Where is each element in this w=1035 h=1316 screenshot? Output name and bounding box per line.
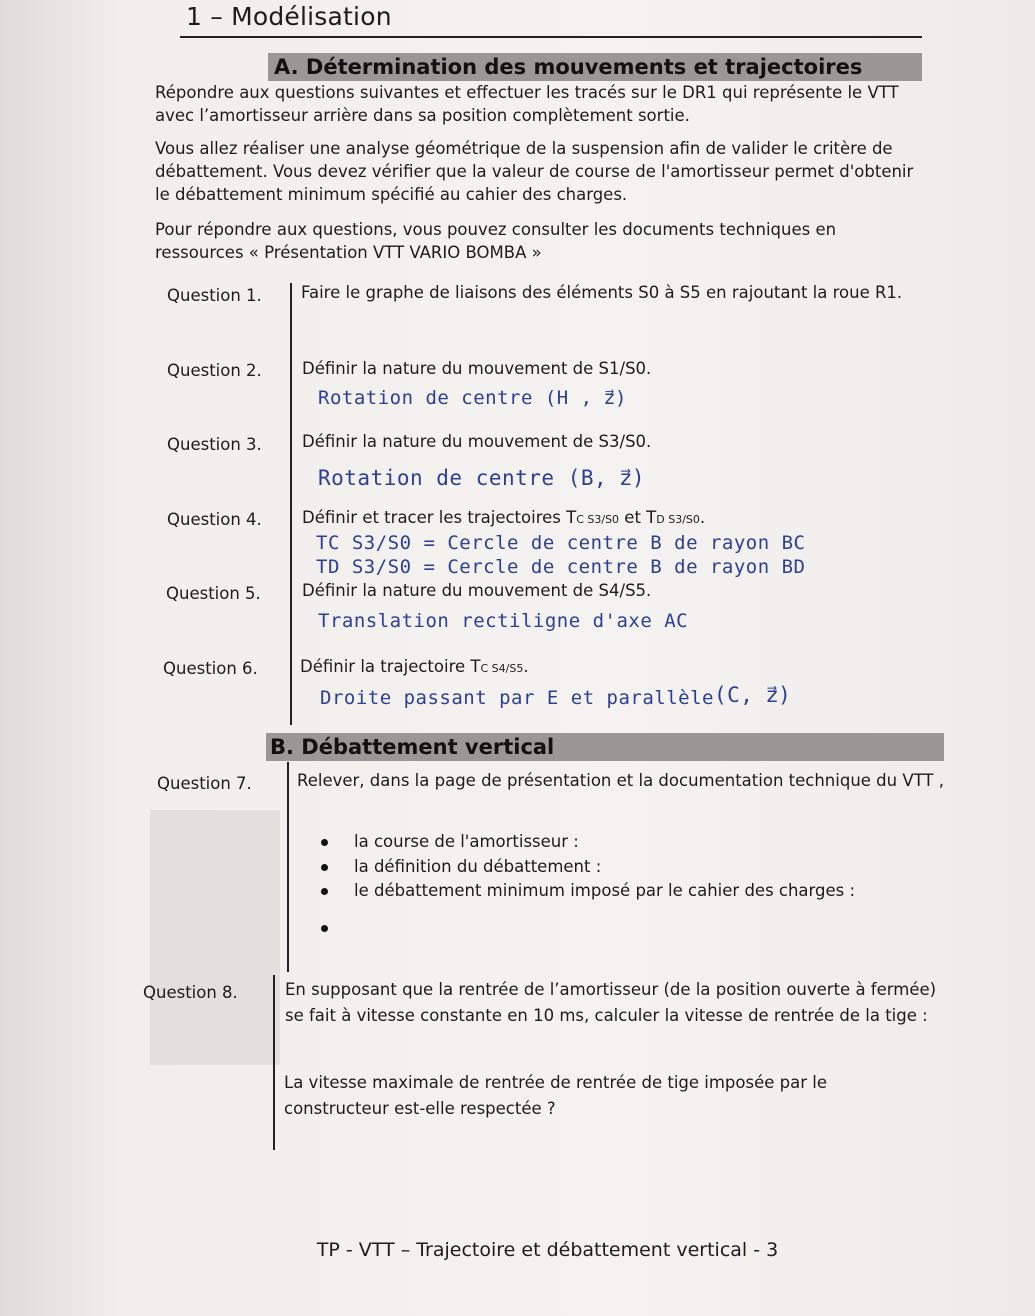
question-3-text: Définir la nature du mouvement de S3/S0. [302, 432, 652, 451]
question-7-label: Question 7. [157, 774, 252, 793]
question-1-label: Question 1. [167, 286, 262, 305]
page-footer: TP - VTT – Trajectoire et débattement vertical - 3 [316, 1239, 779, 1261]
question-4-sub-1: C S3/S0 [576, 513, 620, 526]
part-a-title [268, 53, 922, 81]
answer-4b-handwritten: TD S3/S0 = Cercle de centre B de rayon BD [316, 556, 806, 578]
part-b-title-text: B. Débattement vertical [270, 735, 555, 759]
question-6-text [300, 654, 529, 682]
question-6-text-post: . [523, 657, 529, 676]
question-4-label: Question 4. [167, 510, 262, 529]
question-3-label: Question 3. [167, 435, 262, 454]
question-8-text: En supposant que la rentrée de l’amortisseur (de la position ouverte à fermée) se fait à vitesse constante en 10 ms, calculer la vitesse de rentrée de la tige : [285, 980, 937, 1025]
part-b-title [266, 733, 944, 761]
question-8-text-2: La vitesse maximale de rentrée de rentrée de tige imposée par le constructeur est-elle respectée ? [284, 1073, 827, 1118]
bullet-text-1: la course de l'amortisseur : [354, 832, 579, 851]
answer-5-handwritten: Translation rectiligne d'axe AC [318, 610, 689, 632]
question-5-text: Définir la nature du mouvement de S4/S5. [302, 581, 652, 600]
question-4-sub-2: D S3/S0 [656, 513, 700, 526]
question-1-text: Faire le graphe de liaisons des éléments S0 à S5 en rajoutant la roue R1. [301, 283, 903, 302]
question-8-label: Question 8. [143, 983, 238, 1002]
question-4-text-post: . [699, 508, 706, 527]
scan-shading [150, 810, 280, 1065]
question-4-text-pre: Définir et tracer les trajectoires T [302, 508, 577, 527]
questions-divider-b2 [273, 975, 275, 1150]
question-2-text: Définir la nature du mouvement de S1/S0. [302, 359, 652, 378]
question-4-text-mid: et T [619, 508, 657, 527]
answer-6-handwritten: Droite passant par E et parallèle [320, 687, 714, 709]
question-6-text-pre: Définir la trajectoire T [300, 657, 481, 676]
question-6-sub: C S4/S5 [480, 662, 524, 675]
questions-divider-a [290, 283, 292, 725]
answer-2-handwritten: Rotation de centre (H , z⃗) [318, 387, 627, 409]
bullet-dot [321, 864, 328, 871]
bullet-text-3: le débattement minimum imposé par le cahier des charges : [354, 881, 856, 900]
intro-paragraph-3: Pour répondre aux questions, vous pouvez consulter les documents techniques en ressources « Présentation VTT VARIO BOMBA » [155, 220, 837, 262]
answer-4a-handwritten: TC S3/S0 = Cercle de centre B de rayon BC [316, 532, 806, 554]
bullet-dot [321, 888, 328, 895]
question-6-label: Question 6. [163, 659, 258, 678]
title-rule [180, 36, 922, 38]
bullet-dot [321, 839, 328, 846]
answer-6-extra-handwritten: (C, z⃗) [714, 683, 792, 707]
question-4-text [302, 505, 705, 533]
question-5-label: Question 5. [166, 584, 261, 603]
question-2-label: Question 2. [167, 361, 262, 380]
bullet-text-2: la définition du débattement : [354, 856, 602, 876]
questions-divider-b1 [287, 762, 289, 972]
intro-paragraph-1: Répondre aux questions suivantes et effectuer les tracés sur le DR1 qui représente le VTT avec l’amortisseur arrière dans sa position complètement sortie. [155, 83, 899, 125]
section-title: 1 – Modélisation [186, 2, 392, 31]
bullet-dot [321, 925, 328, 932]
question-7-text: Relever, dans la page de présentation et la documentation technique du VTT , [297, 771, 944, 790]
part-a-title-text: A. Détermination des mouvements et trajectoires [274, 55, 863, 79]
intro-paragraph-2: Vous allez réaliser une analyse géométrique de la suspension afin de valider le critère de débattement. Vous devez vérifier que la valeur de course de l'amortisseur permet d'obtenir le débattement minimum spécifié au cahier des charges. [155, 139, 914, 204]
answer-3-handwritten: Rotation de centre (B, z⃗) [318, 466, 645, 490]
